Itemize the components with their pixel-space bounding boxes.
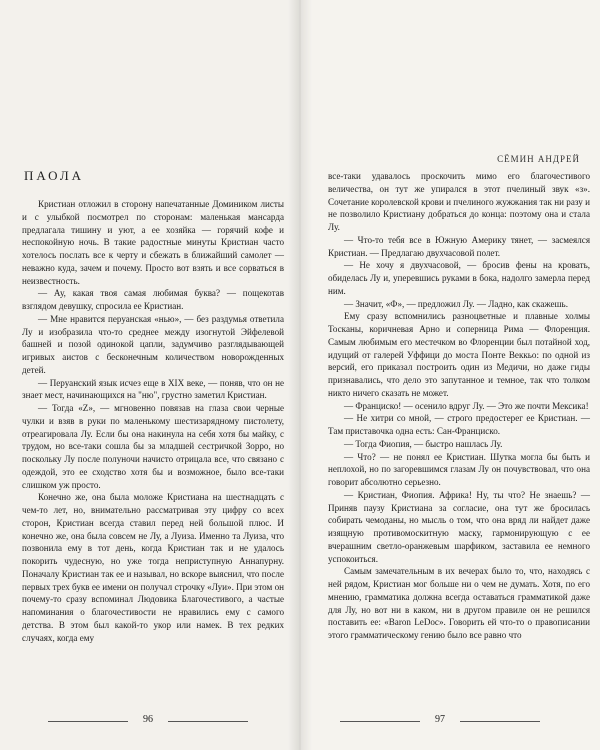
page-number: 97: [435, 714, 445, 725]
paragraph: Самым замечательным в их вечерах было то, что, находясь с ней рядом, Кристиан мог больше ни о чем не думать. Хотя, по его мнению, грамматика должна всегда оставаться грамматикой даже для Лу, но вот ни в каком, ни в другом правиле он не решился поставить ее: «Baron LeDoc». Говорить ей что-то о правописании этого грамматическому гению было все равно что: [328, 566, 590, 640]
paragraph: — Не хочу я двухчасовой, — бросив фены на кровать, обиделась Лу и, уперевшись руками в бока, надолго замерла перед ним.: [328, 260, 590, 296]
page-number: 96: [143, 714, 153, 725]
paragraph: — Значит, «Ф», — предложил Лу. — Ладно, как скажешь.: [344, 298, 568, 309]
paragraph: — Что? — не понял ее Кристиан. Шутка могла бы быть и неплохой, но по загоревшимся глазам Лу он почувствовал, что она говорит абсолютно серьезно.: [328, 451, 590, 487]
paragraph: — Перуанский язык исчез еще в XIX веке, — поняв, что он не знает мест, начинающихся на "ню", грустно заметил Кристиан.: [22, 377, 284, 401]
paragraph: Ему сразу вспомнились разноцветные и плавные холмы Тосканы, коричневая Арно и соперница Рима — Флоренция. Самым любимым его местечком во Флоренции был потайной ход, идущий от галерей Уффици до моста Понте Веккьо: по одной из версий, его приказал построить один из Медичи, но даже гиды признавались, что дело это запутанное и темное, так что толком никто ничего сказать не может.: [328, 311, 590, 398]
running-head: СЁМИН АНДРЕЙ: [497, 154, 580, 164]
paragraph: Конечно же, она была моложе Кристиана на шестнадцать с чем-то лет, но, внимательно рассматривая эту цифру со всех сторон, Кристиан всегда ставил перед ней большой плюс. И конечно же, она была совсем не Лу, а Луиза. Именно та Луиза, что позвонила ему в тот день, когда Кристиан так и не удалось покорить чудесную, но уже тогда неприступную Аннапурну. Поначалу Кристиан так ее и называл, но вскоре выяснил, что после первых трех букв ее имени он получал строчку «Луи». При этом он почему-то сразу вспоминал Людовика Благочестивого, а частые напоминания о благочестивости не нравились ему с самого детства. В этом был какой-то укор или намек. В тех редких случаях, когда ему: [22, 492, 284, 643]
right-page-text: [328, 170, 590, 642]
paragraph: — Мне нравится перуанская «нью», — без раздумья ответила Лу и изобразила что-то среднее между изогнутой Эйфелевой башней и позой одинокой цапли, задумчиво разглядывающей игривых аистов с бесконечным количеством новорожденных детей.: [22, 313, 284, 375]
paragraph: — Не хитри со мной, — строго предостерег ее Кристиан. — Там приставочка одна есть: Сан-Франциско.: [328, 413, 590, 436]
paragraph: — Франциско! — осенило вдруг Лу. — Это же почти Мексика!: [344, 400, 589, 411]
page-number-footer: [340, 714, 540, 728]
left-page-text: [22, 198, 284, 644]
paragraph: — Что-то тебя все в Южную Америку тянет, — засмеялся Кристиан. — Предлагаю двухчасовой полет.: [328, 234, 590, 258]
paragraph: — Ау, какая твоя самая любимая буква? — пощекотав взглядом девушку, спросила ее Кристиан.: [22, 288, 284, 311]
footer-rule: [460, 721, 540, 722]
right-page: [300, 0, 600, 750]
paragraph: Кристиан отложил в сторону напечатанные Домиником листы и с улыбкой посмотрел по сторонам: маленькая мансарда предлагала тишину и уют, а ее хозяйка — горячий кофе и неспокойную ночь. В такие радостные минуты Кристиан часто хотелось послать все к черту и сбежать в ближайший самолет — неважно куда, зачем и почему. Просто вот взять и все сорваться в неизвестность.: [22, 199, 284, 286]
paragraph: — Тогда Фиопия, — быстро нашлась Лу.: [344, 438, 503, 449]
chapter-title: ПАОЛА: [24, 168, 85, 183]
paragraph: — Тогда «Z», — мгновенно повязав на глаза свои черные чулки и взяв в руки по маленькому шестизарядному пистолету, отреагировала Лу. Если бы она накинула на себя хотя бы майку, с трудом, но все-таки сошла бы за младшей сестричкой Зорро, но поскольку Лу после полуночи начисто отрицала все, что связано с одеждой, это ее сходство хотя бы и возможное, было все-таки слишком уж просто.: [22, 403, 284, 490]
page-number-footer: [48, 714, 248, 728]
paragraph: все-таки удавалось проскочить мимо его благочестивого величества, он тут же упирался в этот пчелиный звук «з». Сочетание королевской крови и пчелиного жужжания так ни разу и не позволило Кристиану добраться до конца: поэтому она и стала Лу.: [328, 171, 590, 232]
paragraph: — Кристиан, Фиопия. Африка! Ну, ты что? Не знаешь? — Приняв паузу Кристиана за согласие, она тут же бросилась собирать чемоданы, но мысль о том, что она вряд ли найдет даже изящную противомоскитную маску, гармонирующую с ее вчерашним светло-оранжевым шарфиком, заставила ее немного успокоиться.: [328, 489, 590, 564]
footer-rule: [168, 721, 248, 722]
